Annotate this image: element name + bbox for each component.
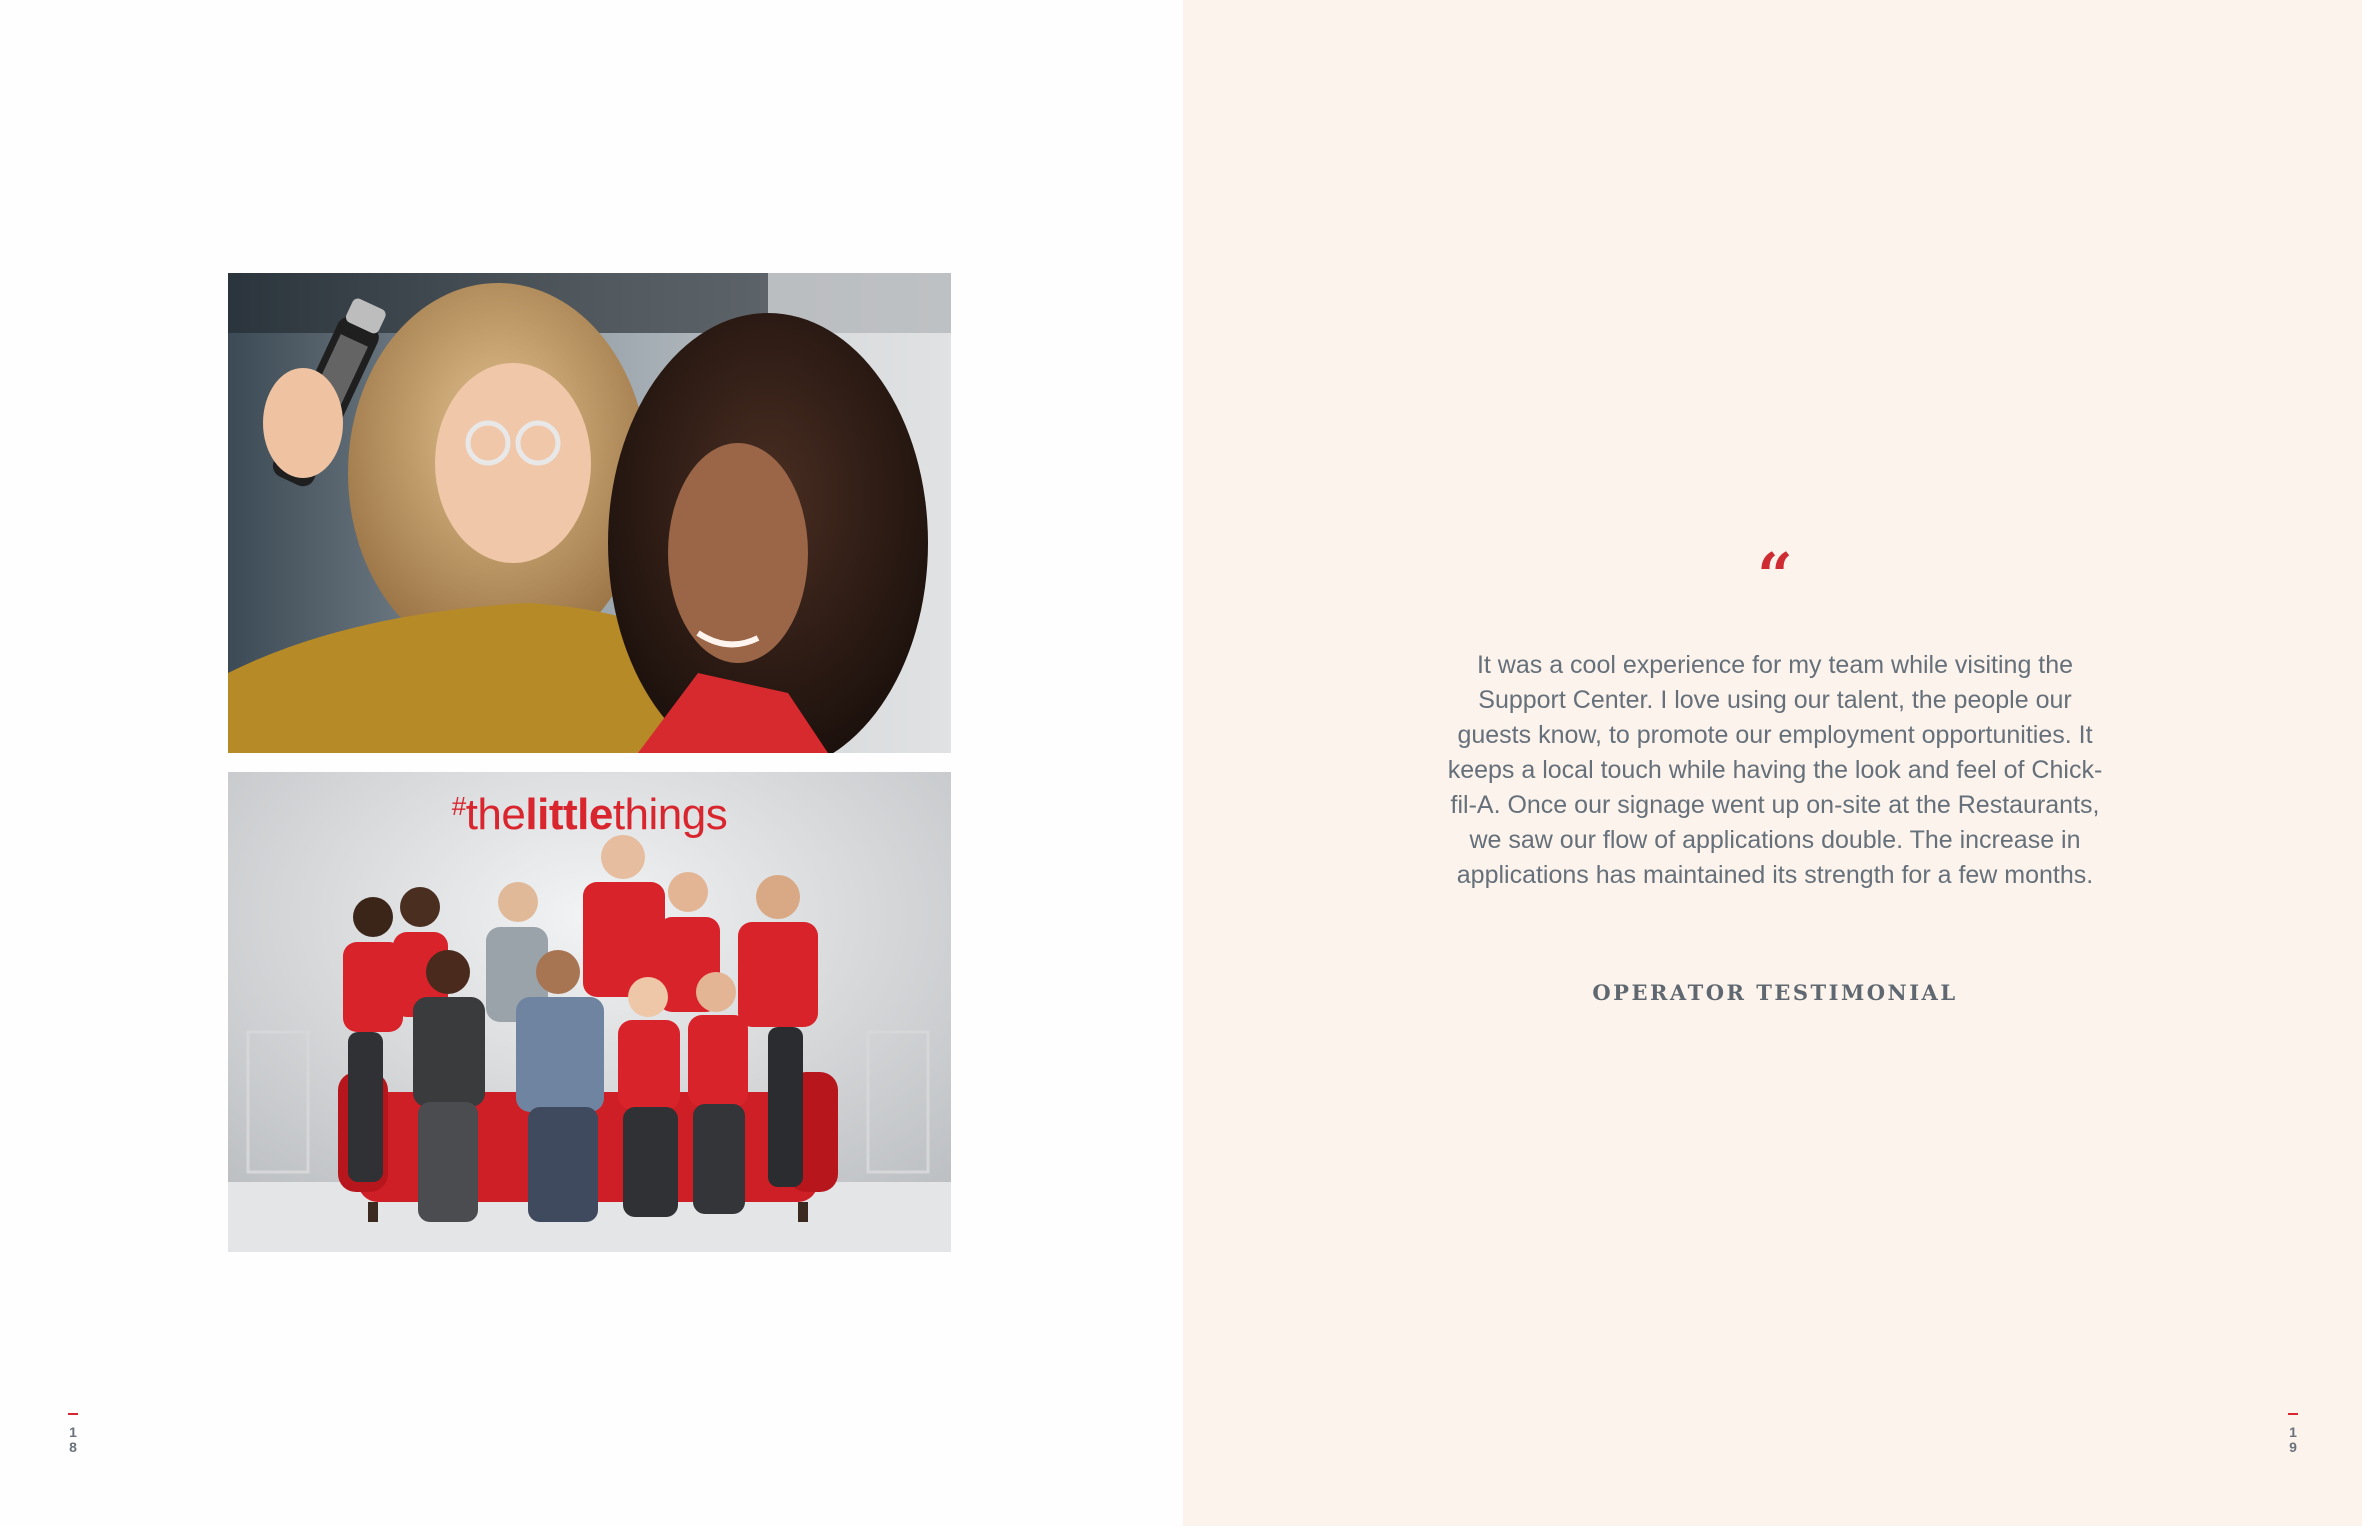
page-number-right: [2283, 1413, 2303, 1455]
page-number-digit: 1: [2289, 1424, 2297, 1440]
hashtag-part-2: little: [525, 790, 613, 839]
photo-hair-styling-image: [228, 273, 951, 753]
page-number-left: [63, 1413, 83, 1455]
hashtag-part-3: things: [612, 790, 728, 839]
photo-hair-styling: [228, 273, 951, 753]
testimonial-attribution: OPERATOR TESTIMONIAL: [1592, 980, 1958, 1005]
hashtag-the-little-things: [228, 790, 951, 840]
page-number-digit: 9: [2289, 1439, 2297, 1455]
page-number-digit: 8: [69, 1439, 77, 1455]
photo-team-couch: [228, 772, 951, 1252]
page-number-dash: [2288, 1413, 2298, 1415]
quote-mark-icon: “: [1757, 539, 1793, 612]
hashtag-part-1: the: [465, 790, 526, 839]
page-number-dash: [68, 1413, 78, 1415]
photo-team-couch-image: [228, 772, 951, 1252]
hashtag-symbol: #: [451, 791, 466, 821]
page-number-digit: 1: [69, 1424, 77, 1440]
testimonial-quote: It was a cool experience for my team while visiting the Support Center. I love using our talent, the people our guests know, to promote our employment opportunities. It keeps a local touch while having the look and feel of Chick-fil-A. Once our signage went up on-site at the Restaurants, we saw our flow of applications double. The increase in applications has maintained its strength for a few months.: [1447, 651, 2103, 889]
